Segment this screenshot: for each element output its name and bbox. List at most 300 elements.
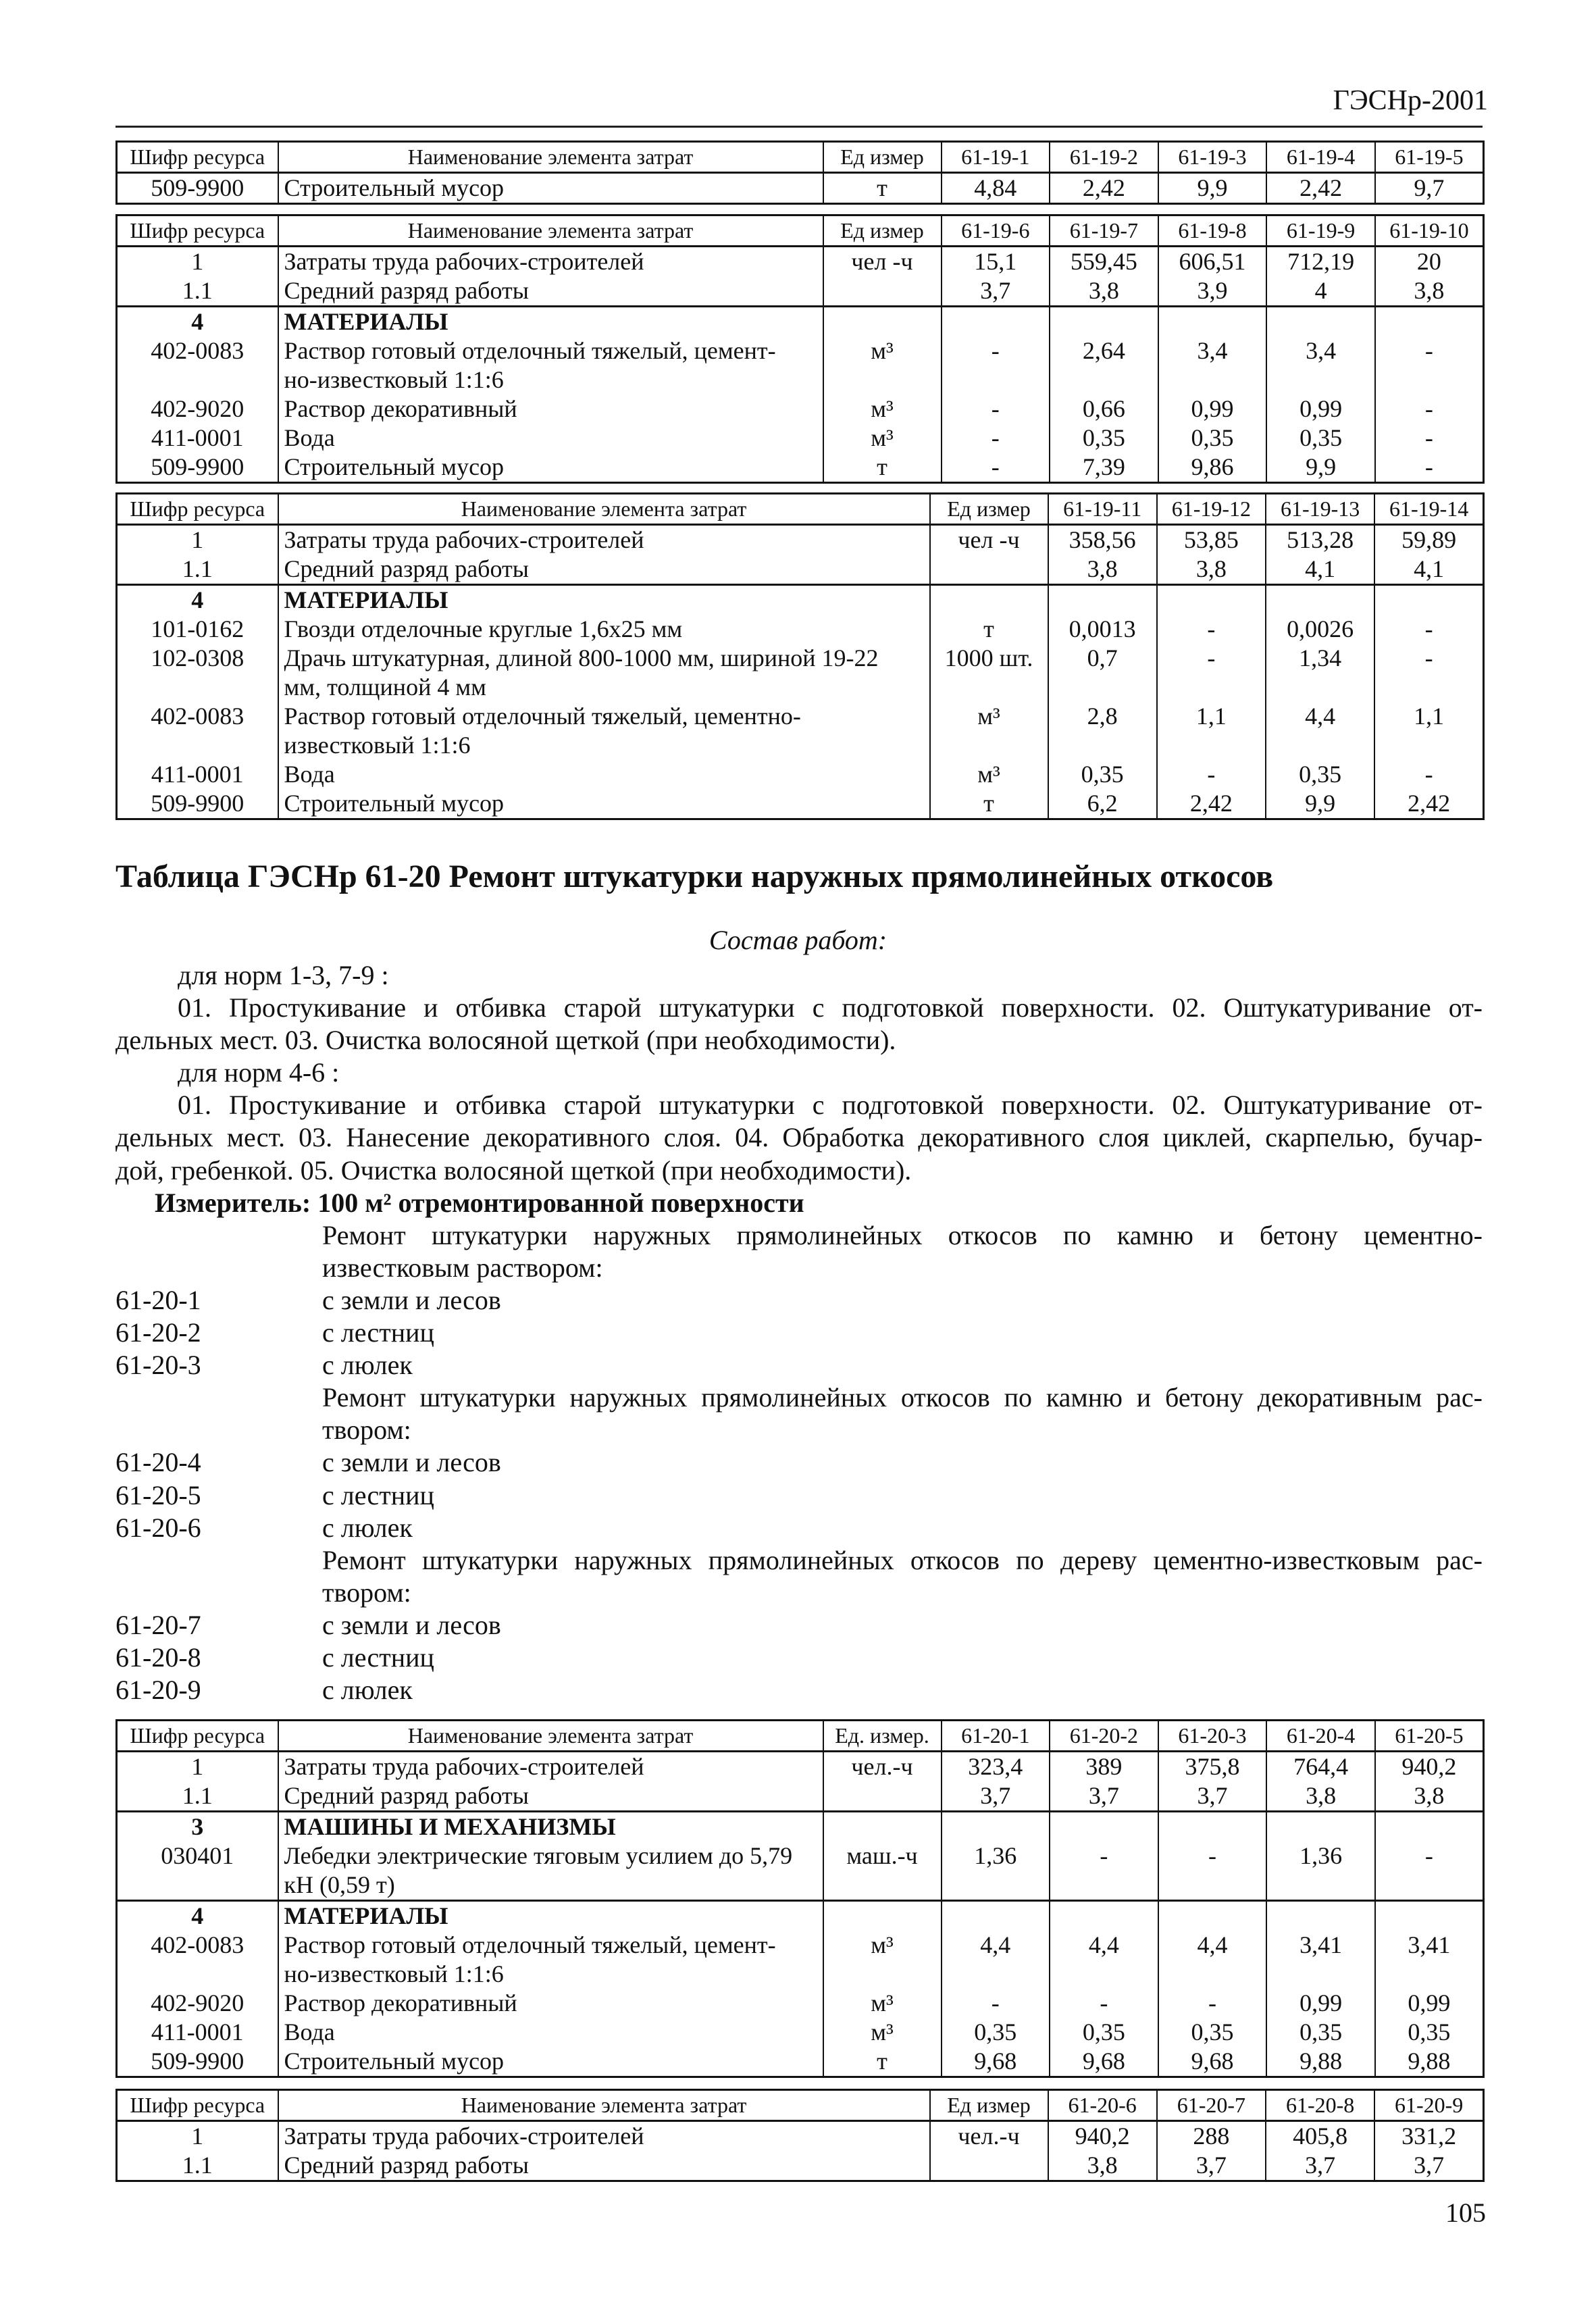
work-description: известковым раствором: bbox=[322, 1252, 603, 1283]
value-cell: 0,7 bbox=[1048, 644, 1157, 702]
unit bbox=[823, 276, 942, 307]
resource-name: Средний разряд работы bbox=[278, 1781, 823, 1812]
value-cell: 20 bbox=[1375, 247, 1484, 277]
value-cell bbox=[1266, 1812, 1375, 1842]
value-cell: - bbox=[1050, 1841, 1158, 1901]
value-cell: 288 bbox=[1157, 2121, 1266, 2152]
unit: чел -ч bbox=[823, 247, 942, 277]
unit: м³ bbox=[823, 1989, 942, 2018]
header-norm-code: 61-20-9 bbox=[1374, 2090, 1483, 2121]
unit: м³ bbox=[823, 336, 942, 395]
unit: т bbox=[930, 789, 1048, 819]
table-row bbox=[117, 395, 1484, 424]
resource-code: 402-0083 bbox=[117, 1931, 278, 1989]
header-norm-code: 61-19-9 bbox=[1266, 215, 1375, 247]
value-cell: 1,1 bbox=[1374, 702, 1483, 760]
value-cell: - bbox=[1375, 424, 1484, 453]
value-cell bbox=[1050, 1901, 1158, 1931]
header-unit: Ед измер bbox=[823, 142, 942, 173]
unit: м³ bbox=[823, 424, 942, 453]
norms-label: для норм 1-3, 7-9 : bbox=[178, 960, 389, 990]
value-cell: - bbox=[942, 424, 1050, 453]
unit bbox=[930, 2151, 1048, 2181]
value-cell: 0,35 bbox=[1048, 760, 1157, 789]
value-cell: 4,4 bbox=[1158, 1931, 1267, 1989]
header-code: Шифр ресурса bbox=[117, 494, 278, 525]
table-row bbox=[117, 2018, 1484, 2047]
table-row bbox=[117, 2047, 1484, 2077]
norm-item bbox=[115, 1674, 1483, 1706]
value-cell: 3,8 bbox=[1375, 1781, 1484, 1812]
table-row bbox=[117, 247, 1484, 277]
header-code: Шифр ресурса bbox=[117, 2090, 278, 2121]
work-description: твором: bbox=[322, 1577, 411, 1608]
resource-code: 411-0001 bbox=[117, 2018, 278, 2047]
header-norm-code: 61-19-2 bbox=[1050, 142, 1158, 173]
resource-code: 509-9900 bbox=[117, 789, 278, 819]
header-norm-code: 61-19-4 bbox=[1266, 142, 1375, 173]
value-cell: 3,7 bbox=[942, 276, 1050, 307]
unit: м³ bbox=[930, 760, 1048, 789]
value-cell: - bbox=[1157, 615, 1266, 644]
resource-name: Лебедки электрические тяговым усилием до 5,79 кН (0,59 т) bbox=[278, 1841, 823, 1901]
resource-code: 1 bbox=[117, 1752, 278, 1782]
norm-item bbox=[115, 1642, 1483, 1674]
resource-name: Строительный мусор bbox=[278, 789, 930, 819]
value-cell: - bbox=[1375, 336, 1484, 395]
value-cell: 9,7 bbox=[1375, 173, 1484, 204]
value-cell: 712,19 bbox=[1266, 247, 1375, 277]
value-cell: 3,9 bbox=[1158, 276, 1267, 307]
table-row bbox=[117, 2121, 1484, 2152]
resource-code: 4 bbox=[117, 1901, 278, 1931]
section-heading: МАШИНЫ И МЕХАНИЗМЫ bbox=[278, 1812, 823, 1842]
page-number: 105 bbox=[1445, 2197, 1486, 2228]
work-description: Ремонт штукатурки наружных прямолинейных откосов по дереву цементно-известковым рас- bbox=[322, 1544, 1483, 1575]
norm-text: с люлек bbox=[322, 1675, 413, 1706]
value-cell: - bbox=[1157, 760, 1266, 789]
header-norm-code: 61-19-13 bbox=[1266, 494, 1374, 525]
unit: м³ bbox=[930, 702, 1048, 760]
resource-name: Средний разряд работы bbox=[278, 276, 823, 307]
value-cell: 4,4 bbox=[1050, 1931, 1158, 1989]
unit: м³ bbox=[823, 1931, 942, 1989]
resource-code: 1 bbox=[117, 247, 278, 277]
value-cell: 1,36 bbox=[1266, 1841, 1375, 1901]
norm-code: 61-20-1 bbox=[115, 1284, 201, 1315]
value-cell bbox=[1048, 585, 1157, 615]
value-cell: 9,86 bbox=[1158, 453, 1267, 483]
composition-label: Состав работ: bbox=[709, 925, 887, 955]
norm-code: 61-20-9 bbox=[115, 1675, 201, 1706]
value-cell: - bbox=[1375, 453, 1484, 483]
value-cell: 0,99 bbox=[1266, 1989, 1375, 2018]
value-cell: 1,1 bbox=[1157, 702, 1266, 760]
value-cell: 764,4 bbox=[1266, 1752, 1375, 1782]
value-cell: 0,99 bbox=[1158, 395, 1267, 424]
norm-item bbox=[115, 1479, 1483, 1512]
table-row bbox=[117, 307, 1484, 337]
value-cell: 358,56 bbox=[1048, 525, 1157, 555]
resource-name: Затраты труда рабочих-строителей bbox=[278, 1752, 823, 1782]
header-norm-code: 61-19-5 bbox=[1375, 142, 1484, 173]
value-cell bbox=[942, 1901, 1050, 1931]
value-cell: - bbox=[1375, 395, 1484, 424]
value-cell: 9,88 bbox=[1266, 2047, 1375, 2077]
value-cell: 59,89 bbox=[1374, 525, 1483, 555]
norm-item bbox=[115, 1609, 1483, 1642]
value-cell: 0,99 bbox=[1266, 395, 1375, 424]
unit: чел.-ч bbox=[823, 1752, 942, 1782]
resource-code: 1.1 bbox=[117, 555, 278, 585]
resource-code: 402-0083 bbox=[117, 336, 278, 395]
value-cell: 3,8 bbox=[1375, 276, 1484, 307]
norms-label: для норм 4-6 : bbox=[178, 1057, 340, 1088]
measure-unit: Измеритель: 100 м² отремонтированной поверхности bbox=[155, 1187, 804, 1218]
value-cell bbox=[1050, 1812, 1158, 1842]
value-cell: 9,88 bbox=[1375, 2047, 1484, 2077]
section-heading: МАТЕРИАЛЫ bbox=[278, 585, 930, 615]
value-cell: 15,1 bbox=[942, 247, 1050, 277]
value-cell: 1,36 bbox=[942, 1841, 1050, 1901]
resource-code: 1 bbox=[117, 2121, 278, 2152]
norm-code: 61-20-2 bbox=[115, 1317, 201, 1348]
value-cell: 4 bbox=[1266, 276, 1375, 307]
table-row bbox=[117, 702, 1484, 760]
value-cell: 3,8 bbox=[1050, 276, 1158, 307]
resource-code: 030401 bbox=[117, 1841, 278, 1901]
header-norm-code: 61-20-6 bbox=[1048, 2090, 1157, 2121]
value-cell: 2,8 bbox=[1048, 702, 1157, 760]
value-cell: 0,35 bbox=[1158, 424, 1267, 453]
value-cell: 4,1 bbox=[1374, 555, 1483, 585]
header-norm-code: 61-20-8 bbox=[1266, 2090, 1374, 2121]
header-norm-code: 61-19-7 bbox=[1050, 215, 1158, 247]
value-cell: 3,7 bbox=[1158, 1781, 1267, 1812]
section-heading: МАТЕРИАЛЫ bbox=[278, 307, 823, 337]
value-cell: 3,8 bbox=[1048, 2151, 1157, 2181]
resource-code: 3 bbox=[117, 1812, 278, 1842]
value-cell: 0,35 bbox=[1050, 2018, 1158, 2047]
header-norm-code: 61-19-3 bbox=[1158, 142, 1267, 173]
value-cell: 4,4 bbox=[1266, 702, 1374, 760]
norm-item bbox=[115, 1446, 1483, 1479]
value-cell: 0,66 bbox=[1050, 395, 1158, 424]
header-name: Наименование элемента затрат bbox=[278, 1721, 823, 1752]
value-cell bbox=[1375, 307, 1484, 337]
resource-name: Строительный мусор bbox=[278, 2047, 823, 2077]
value-cell: 2,42 bbox=[1157, 789, 1266, 819]
resource-name: Раствор готовый отделочный тяжелый, цемент- но-известковый 1:1:6 bbox=[278, 1931, 823, 1989]
resource-code: 509-9900 bbox=[117, 173, 278, 204]
norm-item bbox=[115, 1317, 1483, 1349]
value-cell: 0,35 bbox=[1266, 760, 1374, 789]
value-cell: - bbox=[1375, 1841, 1484, 1901]
value-cell: 0,0026 bbox=[1266, 615, 1374, 644]
value-cell: 9,68 bbox=[1158, 2047, 1267, 2077]
value-cell: 2,42 bbox=[1266, 173, 1375, 204]
table-row bbox=[117, 644, 1484, 702]
value-cell: 3,41 bbox=[1375, 1931, 1484, 1989]
resource-name: Строительный мусор bbox=[278, 453, 823, 483]
value-cell: 389 bbox=[1050, 1752, 1158, 1782]
table-row bbox=[117, 1841, 1484, 1901]
unit bbox=[930, 585, 1048, 615]
value-cell: 3,41 bbox=[1266, 1931, 1375, 1989]
unit bbox=[930, 555, 1048, 585]
resource-code: 1 bbox=[117, 525, 278, 555]
header-norm-code: 61-19-6 bbox=[942, 215, 1050, 247]
resource-code: 509-9900 bbox=[117, 453, 278, 483]
value-cell: 0,35 bbox=[1158, 2018, 1267, 2047]
value-cell: 2,42 bbox=[1050, 173, 1158, 204]
header-code: Шифр ресурса bbox=[117, 142, 278, 173]
unit bbox=[823, 1812, 942, 1842]
value-cell: 940,2 bbox=[1048, 2121, 1157, 2152]
table-row bbox=[117, 760, 1484, 789]
header-norm-code: 61-20-4 bbox=[1266, 1721, 1375, 1752]
resource-name: Раствор готовый отделочный тяжелый, цемент- но-известковый 1:1:6 bbox=[278, 336, 823, 395]
value-cell: - bbox=[1374, 760, 1483, 789]
unit: чел -ч bbox=[930, 525, 1048, 555]
norm-code: 61-20-8 bbox=[115, 1642, 201, 1673]
value-cell: 0,99 bbox=[1375, 1989, 1484, 2018]
value-cell: 2,64 bbox=[1050, 336, 1158, 395]
header-name: Наименование элемента затрат bbox=[278, 142, 823, 173]
resource-name: Средний разряд работы bbox=[278, 2151, 930, 2181]
header-name: Наименование элемента затрат bbox=[278, 494, 930, 525]
norm-item bbox=[115, 1512, 1483, 1544]
table-row bbox=[117, 585, 1484, 615]
resource-name: Средний разряд работы bbox=[278, 555, 930, 585]
work-line: 01. Простукивание и отбивка старой штукатурки с подготовкой поверхности. 02. Оштукатуривание от- bbox=[178, 1090, 1483, 1121]
unit: т bbox=[823, 453, 942, 483]
unit bbox=[823, 1781, 942, 1812]
value-cell bbox=[1158, 1812, 1267, 1842]
value-cell: - bbox=[942, 395, 1050, 424]
resource-name: Затраты труда рабочих-строителей bbox=[278, 525, 930, 555]
table-row bbox=[117, 789, 1484, 819]
value-cell: - bbox=[942, 1989, 1050, 2018]
norm-code: 61-20-6 bbox=[115, 1512, 201, 1543]
norm-text: с лестниц bbox=[322, 1642, 434, 1673]
resource-name: Раствор готовый отделочный тяжелый, цементно- известковый 1:1:6 bbox=[278, 702, 930, 760]
value-cell: 3,7 bbox=[1374, 2151, 1483, 2181]
table-row bbox=[117, 615, 1484, 644]
unit bbox=[823, 1901, 942, 1931]
resource-table-61-19-11-14 bbox=[115, 492, 1485, 820]
value-cell: 9,9 bbox=[1266, 789, 1374, 819]
value-cell bbox=[942, 1812, 1050, 1842]
header-unit: Ед измер bbox=[823, 215, 942, 247]
resource-name: Затраты труда рабочих-строителей bbox=[278, 247, 823, 277]
value-cell: 0,0013 bbox=[1048, 615, 1157, 644]
norm-text: с лестниц bbox=[322, 1317, 434, 1348]
value-cell: 4,84 bbox=[942, 173, 1050, 204]
table-row bbox=[117, 1989, 1484, 2018]
table-header-row bbox=[117, 2090, 1484, 2121]
table-row bbox=[117, 1931, 1484, 1989]
norm-code: 61-20-4 bbox=[115, 1447, 201, 1478]
work-line: 01. Простукивание и отбивка старой штукатурки с подготовкой поверхности. 02. Оштукатуривание от- bbox=[178, 992, 1483, 1023]
value-cell bbox=[1375, 1901, 1484, 1931]
resource-table-61-19-1-5 bbox=[115, 141, 1485, 205]
resource-code: 102-0308 bbox=[117, 644, 278, 702]
section-title: Таблица ГЭСНр 61-20 Ремонт штукатурки наружных прямолинейных откосов bbox=[115, 859, 1274, 894]
resource-code: 411-0001 bbox=[117, 760, 278, 789]
value-cell: - bbox=[1374, 644, 1483, 702]
resource-code: 1.1 bbox=[117, 2151, 278, 2181]
value-cell: 9,68 bbox=[1050, 2047, 1158, 2077]
header-norm-code: 61-20-2 bbox=[1050, 1721, 1158, 1752]
table-row bbox=[117, 1752, 1484, 1782]
value-cell: 4,4 bbox=[942, 1931, 1050, 1989]
value-cell: 3,4 bbox=[1266, 336, 1375, 395]
resource-code: 411-0001 bbox=[117, 424, 278, 453]
norm-item bbox=[115, 1349, 1483, 1381]
header-norm-code: 61-19-10 bbox=[1375, 215, 1484, 247]
resource-name: Раствор декоративный bbox=[278, 395, 823, 424]
resource-name: Вода bbox=[278, 424, 823, 453]
table-row bbox=[117, 1812, 1484, 1842]
norm-text: с люлек bbox=[322, 1512, 413, 1543]
header-code: Шифр ресурса bbox=[117, 215, 278, 247]
value-cell: 375,8 bbox=[1158, 1752, 1267, 1782]
work-description: Ремонт штукатурки наружных прямолинейных откосов по камню и бетону декоративным рас- bbox=[322, 1382, 1483, 1413]
value-cell: 323,4 bbox=[942, 1752, 1050, 1782]
value-cell: - bbox=[942, 453, 1050, 483]
section-heading: МАТЕРИАЛЫ bbox=[278, 1901, 823, 1931]
table-row bbox=[117, 173, 1484, 204]
header-name: Наименование элемента затрат bbox=[278, 2090, 930, 2121]
resource-code: 1.1 bbox=[117, 1781, 278, 1812]
value-cell: - bbox=[942, 336, 1050, 395]
value-cell: 3,7 bbox=[942, 1781, 1050, 1812]
value-cell bbox=[1157, 585, 1266, 615]
norm-text: с земли и лесов bbox=[322, 1447, 501, 1478]
value-cell bbox=[1266, 585, 1374, 615]
value-cell: 0,35 bbox=[942, 2018, 1050, 2047]
resource-table-61-20-1-5 bbox=[115, 1719, 1485, 2078]
table-header-row bbox=[117, 142, 1484, 173]
header-code: Шифр ресурса bbox=[117, 1721, 278, 1752]
value-cell: - bbox=[1374, 615, 1483, 644]
norm-code: 61-20-5 bbox=[115, 1479, 201, 1510]
value-cell: 7,39 bbox=[1050, 453, 1158, 483]
unit: чел.-ч bbox=[930, 2121, 1048, 2152]
unit: м³ bbox=[823, 395, 942, 424]
value-cell: 53,85 bbox=[1157, 525, 1266, 555]
header-rule bbox=[115, 126, 1483, 128]
table-row bbox=[117, 453, 1484, 483]
norm-text: с земли и лесов bbox=[322, 1609, 501, 1640]
value-cell bbox=[1266, 307, 1375, 337]
value-cell: 4,1 bbox=[1266, 555, 1374, 585]
resource-name: Гвозди отделочные круглые 1,6х25 мм bbox=[278, 615, 930, 644]
value-cell bbox=[1266, 1901, 1375, 1931]
norm-code: 61-20-3 bbox=[115, 1350, 201, 1381]
header-norm-code: 61-20-1 bbox=[942, 1721, 1050, 1752]
table-header-row bbox=[117, 494, 1484, 525]
value-cell bbox=[1158, 1901, 1267, 1931]
unit: т bbox=[823, 173, 942, 204]
value-cell bbox=[1375, 1812, 1484, 1842]
resource-name: Раствор декоративный bbox=[278, 1989, 823, 2018]
unit: т bbox=[930, 615, 1048, 644]
table-row bbox=[117, 1901, 1484, 1931]
value-cell: 513,28 bbox=[1266, 525, 1374, 555]
value-cell: 6,2 bbox=[1048, 789, 1157, 819]
value-cell bbox=[1158, 307, 1267, 337]
value-cell: 331,2 bbox=[1374, 2121, 1483, 2152]
table-row bbox=[117, 424, 1484, 453]
header-norm-code: 61-20-5 bbox=[1375, 1721, 1484, 1752]
resource-name: Драчь штукатурная, длиной 800-1000 мм, шириной 19-22 мм, толщиной 4 мм bbox=[278, 644, 930, 702]
resource-name: Затраты труда рабочих-строителей bbox=[278, 2121, 930, 2152]
resource-code: 1.1 bbox=[117, 276, 278, 307]
resource-name: Строительный мусор bbox=[278, 173, 823, 204]
work-description: твором: bbox=[322, 1415, 411, 1446]
unit: 1000 шт. bbox=[930, 644, 1048, 702]
resource-code: 4 bbox=[117, 307, 278, 337]
value-cell: 606,51 bbox=[1158, 247, 1267, 277]
value-cell bbox=[1050, 307, 1158, 337]
value-cell: 3,8 bbox=[1266, 1781, 1375, 1812]
value-cell: - bbox=[1050, 1989, 1158, 2018]
resource-name: Вода bbox=[278, 2018, 823, 2047]
table-row bbox=[117, 2151, 1484, 2181]
value-cell: - bbox=[1157, 644, 1266, 702]
table-row bbox=[117, 336, 1484, 395]
resource-code: 509-9900 bbox=[117, 2047, 278, 2077]
table-row bbox=[117, 276, 1484, 307]
value-cell: 3,8 bbox=[1048, 555, 1157, 585]
value-cell: 405,8 bbox=[1266, 2121, 1374, 2152]
unit: т bbox=[823, 2047, 942, 2077]
norm-text: с лестниц bbox=[322, 1479, 434, 1510]
value-cell: 9,9 bbox=[1266, 453, 1375, 483]
value-cell: - bbox=[1158, 1841, 1267, 1901]
norm-code: 61-20-7 bbox=[115, 1609, 201, 1640]
resource-code: 402-9020 bbox=[117, 395, 278, 424]
work-line: дельных мест. 03. Нанесение декоративного слоя. 04. Обработка декоративного слоя циклей, скарпелью, бучар- bbox=[115, 1122, 1483, 1153]
value-cell: 559,45 bbox=[1050, 247, 1158, 277]
header-norm-code: 61-19-8 bbox=[1158, 215, 1267, 247]
section-body bbox=[115, 959, 1483, 1706]
header-unit: Ед измер bbox=[930, 2090, 1048, 2121]
resource-table-61-20-6-9 bbox=[115, 2089, 1485, 2182]
value-cell: 0,35 bbox=[1266, 2018, 1375, 2047]
resource-code: 402-0083 bbox=[117, 702, 278, 760]
table-header-row bbox=[117, 1721, 1484, 1752]
header-unit: Ед. измер. bbox=[823, 1721, 942, 1752]
header-norm-code: 61-19-14 bbox=[1374, 494, 1483, 525]
norm-text: с земли и лесов bbox=[322, 1284, 501, 1315]
work-description: Ремонт штукатурки наружных прямолинейных откосов по камню и бетону цементно- bbox=[322, 1219, 1483, 1250]
value-cell: 2,42 bbox=[1374, 789, 1483, 819]
resource-code: 4 bbox=[117, 585, 278, 615]
value-cell bbox=[1374, 585, 1483, 615]
value-cell: 3,7 bbox=[1157, 2151, 1266, 2181]
value-cell: 1,34 bbox=[1266, 644, 1374, 702]
unit: м³ bbox=[823, 2018, 942, 2047]
table-row bbox=[117, 1781, 1484, 1812]
resource-table-61-19-6-10 bbox=[115, 214, 1485, 484]
unit bbox=[823, 307, 942, 337]
document-code: ГЭСНр-2001 bbox=[1333, 85, 1488, 116]
work-line: дой, гребенкой. 05. Очистка волосяной щеткой (при необходимости). bbox=[115, 1154, 912, 1186]
work-line: дельных мест. 03. Очистка волосяной щеткой (при необходимости). bbox=[115, 1025, 896, 1056]
